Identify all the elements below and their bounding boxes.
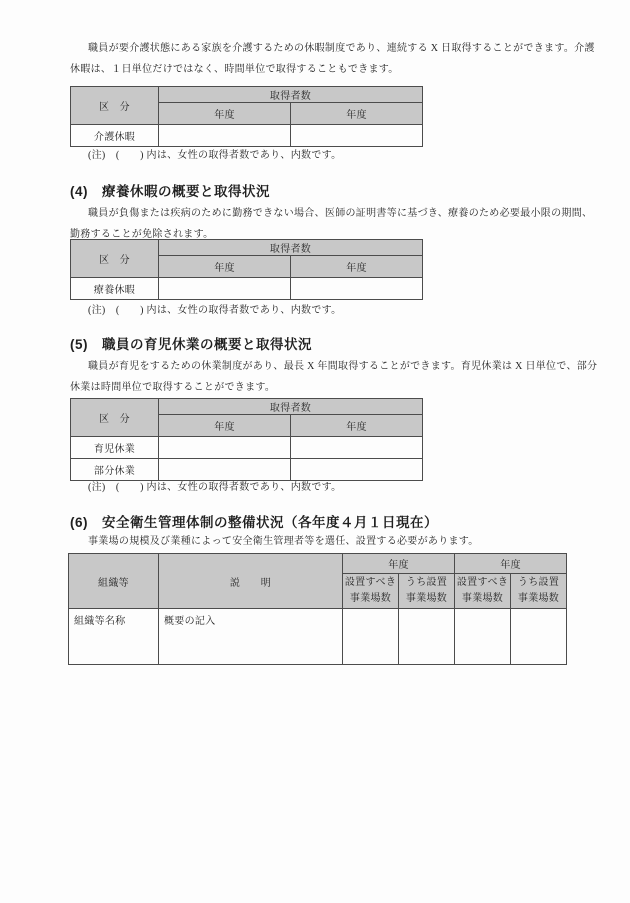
- value-cell: [291, 437, 423, 459]
- row-label-cell: 部分休業: [71, 459, 159, 481]
- description-cell: 概要の記入: [159, 609, 343, 665]
- care-leave-intro-paragraph: [70, 38, 595, 80]
- text-line: 設置すべき: [344, 577, 397, 588]
- table-row: [71, 125, 423, 147]
- table-note: (注) ( ) 内は、女性の取得者数であり、内数です。: [88, 305, 342, 316]
- section-title: 安全衛生管理体制の整備状況（各年度４月１日現在）: [102, 515, 438, 530]
- value-cell: [343, 609, 399, 665]
- section-6-heading: [70, 514, 438, 532]
- organization-header-cell: 組織等: [69, 554, 159, 609]
- section-5-paragraph: [70, 356, 597, 398]
- value-cell: [399, 609, 455, 665]
- section-6-paragraph: [70, 531, 479, 552]
- value-cell: [291, 278, 423, 300]
- year-header-cell: 年度: [159, 256, 291, 278]
- table-header-row: [71, 240, 423, 256]
- year-header-cell: 年度: [159, 103, 291, 125]
- year-header-cell: 年度: [291, 256, 423, 278]
- section-5-heading: [70, 336, 312, 354]
- text-line: 職員が負傷または疾病のために勤務できない場合、医師の証明書等に基づき、療養のため必要最小限の期間、: [88, 208, 593, 219]
- year-header-cell: 年度: [291, 103, 423, 125]
- installed-sites-header-cell: [399, 574, 455, 609]
- text-line: うち設置: [517, 577, 560, 588]
- section-number: (5): [70, 337, 88, 352]
- year-header-cell: 年度: [455, 554, 567, 574]
- value-cell: [511, 609, 567, 665]
- required-sites-header-cell: [343, 574, 399, 609]
- section-number: (4): [70, 184, 88, 199]
- section-4-heading: [70, 183, 270, 201]
- table-header-row: [69, 554, 567, 574]
- childcare-leave-table: [70, 398, 423, 481]
- text-line: うち設置: [405, 577, 448, 588]
- installed-sites-header-cell: [511, 574, 567, 609]
- category-header-cell: 区 分: [71, 240, 159, 278]
- text-line: 職員が育児をするための休業制度があり、最長 X 年間取得することができます。育児休業は X 日単位で、部分: [88, 361, 598, 372]
- text-line: 勤務することが免除されます。: [70, 229, 214, 240]
- value-cell: [455, 609, 511, 665]
- table-note: (注) ( ) 内は、女性の取得者数であり、内数です。: [88, 150, 342, 161]
- table-row: [71, 459, 423, 481]
- section-title: 職員の育児休業の概要と取得状況: [102, 337, 312, 352]
- text-line: 職員が要介護状態にある家族を介護するための休暇制度であり、連続する X 日取得することができます。介護: [88, 43, 595, 54]
- description-header-cell: 説 明: [159, 554, 343, 609]
- text-line: 事業場数: [517, 593, 560, 604]
- required-sites-header-cell: [455, 574, 511, 609]
- category-header-cell: 区 分: [71, 87, 159, 125]
- category-header-cell: 区 分: [71, 399, 159, 437]
- text-line: 休業は時間単位で取得することができます。: [70, 382, 276, 393]
- medical-leave-table: [70, 239, 423, 300]
- care-leave-table: [70, 86, 423, 147]
- section-title: 療養休暇の概要と取得状況: [102, 184, 270, 199]
- value-cell: [291, 125, 423, 147]
- table-header-row: [71, 87, 423, 103]
- year-header-cell: 年度: [343, 554, 455, 574]
- text-line: 事業場数: [405, 593, 448, 604]
- takers-header-cell: 取得者数: [159, 399, 423, 415]
- table-header-row: [71, 399, 423, 415]
- value-cell: [159, 459, 291, 481]
- table-note: (注) ( ) 内は、女性の取得者数であり、内数です。: [88, 482, 342, 493]
- value-cell: [159, 437, 291, 459]
- text-line: 事業場の規模及び業種によって安全衛生管理者等を選任、設置する必要があります。: [88, 536, 479, 547]
- row-label-cell: 介護休暇: [71, 125, 159, 147]
- year-header-cell: 年度: [159, 415, 291, 437]
- year-header-cell: 年度: [291, 415, 423, 437]
- value-cell: [291, 459, 423, 481]
- safety-management-table: [68, 553, 567, 665]
- row-label-cell: 育児休業: [71, 437, 159, 459]
- text-line: 休暇は、１日単位だけではなく、時間単位で取得することもできます。: [70, 64, 399, 75]
- value-cell: [159, 278, 291, 300]
- table-row: [71, 278, 423, 300]
- value-cell: [159, 125, 291, 147]
- organization-name-cell: 組織等名称: [69, 609, 159, 665]
- takers-header-cell: 取得者数: [159, 240, 423, 256]
- takers-header-cell: 取得者数: [159, 87, 423, 103]
- table-row: [69, 609, 567, 665]
- text-line: 事業場数: [461, 593, 504, 604]
- text-line: 設置すべき: [456, 577, 509, 588]
- row-label-cell: 療養休暇: [71, 278, 159, 300]
- section-number: (6): [70, 515, 88, 530]
- table-row: [71, 437, 423, 459]
- text-line: 事業場数: [349, 593, 392, 604]
